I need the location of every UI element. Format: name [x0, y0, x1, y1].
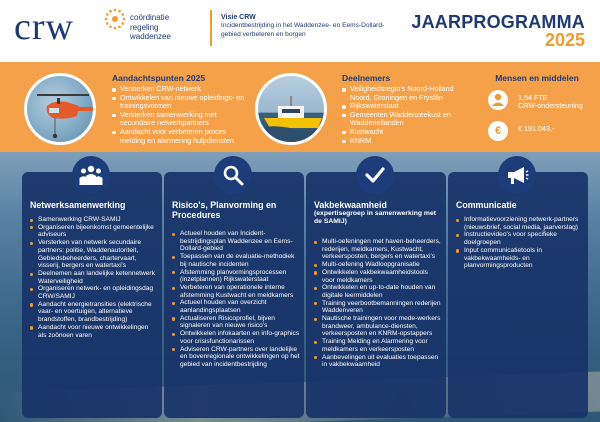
card-list-item: Actueel houden van Incident-bestrijdingsplan Waddenzee en Eems-Dollard-gebied — [172, 230, 300, 253]
participant-item: Kustwacht — [342, 128, 474, 137]
vision-divider — [210, 10, 212, 46]
card-list-item: Ontwikkelen vakbekwaamheidstools voor meldkamers — [314, 269, 442, 284]
focus-list — [112, 85, 252, 145]
sun-logo-icon — [104, 8, 126, 30]
header — [0, 0, 600, 62]
card-list-item: Nautische trainingen voor mede-werkers brandweer, ambulance-diensten, verkeersposten en KNRM-opstappers — [314, 315, 442, 338]
rescue-boat-photo — [255, 73, 327, 145]
fte-value: 1,54 FTE — [518, 93, 548, 102]
card-list-item: Samenwerking CRW-SAMIJ — [30, 216, 158, 224]
budget-value: € 191.043,- — [518, 124, 555, 133]
focus-item: Aandacht voor verbeteren proces melding en alarmering hulpdiensten — [112, 128, 252, 145]
card-risk — [164, 172, 304, 418]
participant-item: Gemeenten Waddenzeekust en Waddeneilanden — [342, 111, 474, 128]
card-communicatie — [448, 172, 588, 418]
focus-item: Versterken samenwerking met secundaire netwerkpartners — [112, 111, 252, 128]
logo-tagline-line: waddenzee — [130, 32, 171, 41]
card-list-item: Informatievoorziening netwerk-partners (nieuwsbrief, social media, jaarverslag) — [456, 216, 584, 231]
card-list-item: Afstemming planvormingsprocessen (inzetplannen) Rijkswaterstaat — [172, 269, 300, 284]
people-icon — [72, 156, 110, 194]
card-list-item: Actueel houden van overzicht aanlandingsplaatsen — [172, 299, 300, 314]
vision-text: Incidentbestrijding in het Waddenzee- en Eems-Dollard-gebied verbeteren en borgen — [221, 22, 385, 38]
card-list-item: Deelnemen aan landelijke ketennetwerk Waterveiligheid — [30, 270, 158, 285]
card-list-item: Versterken van netwerk secundaire partners: politie, Waddenautoriteit, Gebiedsbeheerders, chartervaart, visserij, bergers en watertaxi's — [30, 239, 158, 270]
card-title: Netwerksamenwerking — [30, 200, 126, 210]
resources-title: Mensen en middelen — [495, 73, 579, 83]
magnifier-icon — [214, 156, 252, 194]
card-list-item: Multi-oefening Wadloopgranisatie — [314, 261, 442, 269]
card-list-item: Ontwikkelen en up-to-date houden van digitale leermiddelen — [314, 284, 442, 299]
fte-label: CRW-ondersteuning — [518, 101, 583, 110]
participant-item: Rijkswaterstaat — [342, 102, 474, 111]
logo-tagline-line: regeling — [130, 22, 159, 32]
card-list-item: Instructievideo's voor specifieke doelgroepen — [456, 231, 584, 246]
card-list-item: Adviseren CRW-partners over landelijke en bovenregionale ontwikkelingen op het gebied van incidentbestrijding — [172, 346, 300, 369]
card-list-item: Actualiseren Risicoprofiel, bijven signaleren van nieuwe risico's — [172, 315, 300, 330]
card-list-item: Training Melding en Alarmering voor meldkamers en verkeersposten — [314, 338, 442, 353]
card-list — [30, 216, 158, 339]
card-title: Risico's, Planvorming en Procedures — [172, 200, 277, 220]
card-list-item: Organiseren netwerk- en opleidingsdag CRW/SAMIJ — [30, 285, 158, 300]
card-network — [22, 172, 162, 418]
focus-item: Versterken CRW-netwerk — [112, 85, 252, 94]
card-list-item: Aandacht energietransities (elektrische vaar- en voertuigen, alternatieve brandstoffen, brandbestrijding) — [30, 301, 158, 324]
card-list — [314, 238, 442, 369]
card-list-item: Toepassen van de evaluatie-methodiek bij nautische incidenten — [172, 253, 300, 268]
logo-tagline-line: coördinatie — [130, 13, 170, 22]
card-list — [456, 216, 584, 270]
participant-item: Veiligheidsregio's Noord-Holland Noord, Groningen en Fryslân — [342, 85, 474, 102]
person-icon — [488, 90, 508, 110]
card-list-item: Training veerbootbemanningen rederijen Waddenveren — [314, 300, 442, 315]
vision-title: Visie CRW — [221, 14, 256, 21]
card-title — [314, 200, 440, 226]
focus-title: Aandachtspunten 2025 — [112, 73, 206, 83]
page-title: JAARPROGRAMMA — [411, 12, 585, 32]
checkmark-icon — [356, 156, 394, 194]
card-list-item: Input communicatietools in vakbekwaamheids- en planvormingsproducten — [456, 247, 584, 270]
page-year: 2025 — [544, 30, 585, 50]
participant-item: KNRM — [342, 137, 474, 146]
participants-list — [342, 85, 474, 145]
crw-logo-wordmark: crw — [14, 6, 74, 48]
helicopter-photo — [24, 73, 96, 145]
participants-title: Deelnemers — [342, 73, 391, 83]
vision-block — [221, 13, 401, 39]
card-list-item: Aanbevelingen uit evaluaties toepassen in vakbekwaamheid — [314, 354, 442, 369]
focus-item: Ontwikkelen van nieuwe opleidings- en trainingsvormen — [112, 94, 252, 111]
megaphone-icon — [498, 156, 536, 194]
card-list — [172, 230, 300, 369]
card-subtitle: (expertisegroep in samenwerking met de SAMIJ) — [314, 210, 437, 225]
card-list-item: Ontwikkelen infokaarten en info-graphics voor crisisfunctionarissen — [172, 330, 300, 345]
card-vakbekwaamheid — [306, 172, 446, 418]
card-list-item: Verbeteren van operationele interne afstemming Kustwacht en meldkamers — [172, 284, 300, 299]
euro-icon: € — [488, 121, 508, 141]
card-title: Communicatie — [456, 200, 517, 210]
card-title-text: Vakbekwaamheid — [314, 200, 387, 210]
logo-tagline — [130, 13, 171, 42]
card-list-item: Organiseren bijeenkomst gemeentelijke adviseurs — [30, 224, 158, 239]
card-list-item: Multi-oefeningen met haven-beheerders, rederijen, meldkamers, Kustwacht, verkeersposten, bergers en watertaxi's — [314, 238, 442, 261]
card-list-item: Aandacht voor nieuwe ontwikkelingen als zoönoen varen — [30, 324, 158, 339]
